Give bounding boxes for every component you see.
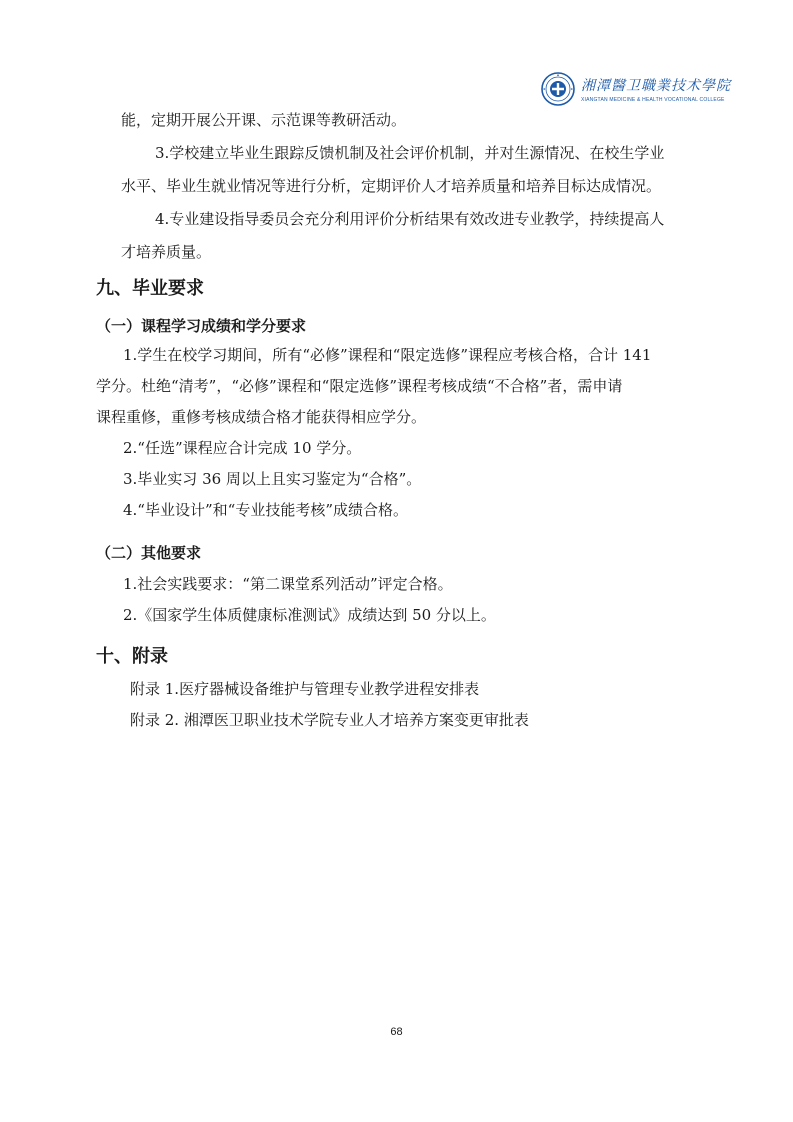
logo-chinese-name: 湘潭醫卫職業技术學院 <box>581 78 731 94</box>
appendix-item: 附录 2. 湘潭医卫职业技术学院专业人才培养方案变更审批表 <box>130 711 529 729</box>
subsection-heading-1: （一）课程学习成绩和学分要求 <box>96 317 307 335</box>
paragraph-line: 水平、毕业生就业情况等进行分析，定期评价人才培养质量和培养目标达成情况。 <box>121 177 662 195</box>
paragraph-line: 3.毕业实习 36 周以上且实习鉴定为“合格”。 <box>123 470 422 488</box>
paragraph-line: 3.学校建立毕业生跟踪反馈机制及社会评价机制，并对生源情况、在校生学业 <box>155 144 665 162</box>
appendix-item: 附录 1.医疗器械设备维护与管理专业教学进程安排表 <box>130 680 480 698</box>
section-heading-10: 十、附录 <box>96 646 168 667</box>
college-logo <box>541 72 731 106</box>
college-seal-icon <box>541 72 575 106</box>
logo-english-name: XIANGTAN MEDICINE & HEALTH VOCATIONAL COLLEGE <box>581 97 725 103</box>
paragraph-line: 2.《国家学生体质健康标准测试》成绩达到 50 分以上。 <box>123 606 496 624</box>
subsection-heading-2: （二）其他要求 <box>96 544 202 562</box>
paragraph-line: 才培养质量。 <box>121 243 212 261</box>
paragraph-line: 学分。杜绝“清考”，“必修”课程和“限定选修”课程考核成绩“不合格”者，需申请 <box>96 377 623 395</box>
paragraph-line: 课程重修，重修考核成绩合格才能获得相应学分。 <box>96 408 427 426</box>
paragraph-line: 1.学生在校学习期间，所有“必修”课程和“限定选修”课程应考核合格，合计 141 <box>123 346 652 364</box>
paragraph-line: 4.“毕业设计”和“专业技能考核”成绩合格。 <box>123 501 408 519</box>
paragraph-line: 2.“任选”课程应合计完成 10 学分。 <box>123 439 362 457</box>
paragraph-line: 4.专业建设指导委员会充分利用评价分析结果有效改进专业教学，持续提高人 <box>155 210 665 228</box>
section-heading-9: 九、毕业要求 <box>96 278 204 299</box>
paragraph-line: 1.社会实践要求：“第二课堂系列活动”评定合格。 <box>123 575 453 593</box>
page-number: 68 <box>390 1026 403 1038</box>
paragraph-line: 能，定期开展公开课、示范课等教研活动。 <box>121 111 407 129</box>
